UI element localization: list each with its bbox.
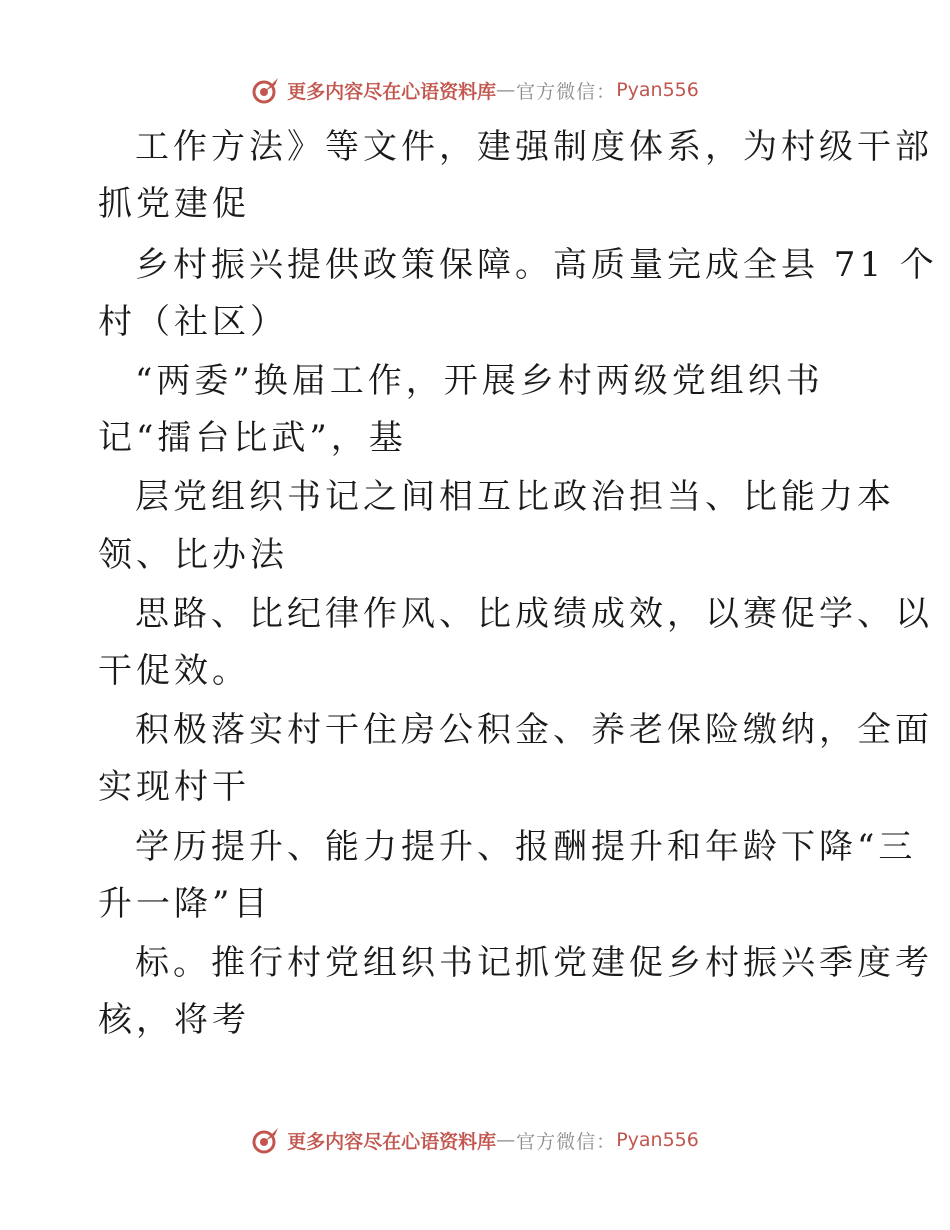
text-line: 记“擂台比武”，基 [98, 418, 407, 458]
text-line: 升一降”目 [98, 884, 272, 924]
text-line: 思路、比纪律作风、比成绩成效，以赛促学、以 [135, 594, 933, 634]
watermark-label: 官方微信： [516, 1130, 617, 1153]
header-watermark [0, 70, 950, 110]
text-line: 学历提升、能力提升、报酬提升和年龄下降“三 [135, 827, 917, 867]
text-line: “两委”换届工作，开展乡村两级党组织书 [135, 361, 824, 401]
watermark-dash: — [496, 1129, 517, 1151]
text-line: 乡村振兴提供政策保障。高质量完成全县 71 个 [135, 245, 938, 285]
text-line: 抓党建促 [98, 184, 250, 224]
quill-logo-icon [251, 75, 281, 105]
watermark-brand: 更多内容尽在心语资料库 [287, 80, 497, 103]
text-line: 核，将考 [98, 1000, 250, 1040]
text-line: 村（社区） [98, 302, 288, 342]
watermark-handle: Pyan556 [616, 1129, 699, 1151]
text-line: 干促效。 [98, 651, 250, 691]
text-line: 层党组织书记之间相互比政治担当、比能力本 [135, 477, 895, 517]
footer-watermark [0, 1120, 950, 1160]
text-line: 领、比办法 [98, 535, 288, 575]
text-line: 标。推行村党组织书记抓党建促乡村振兴季度考 [135, 943, 933, 983]
watermark-handle: Pyan556 [616, 79, 699, 101]
text-line: 积极落实村干住房公积金、养老保险缴纳，全面 [135, 710, 933, 750]
watermark-label: 官方微信： [516, 80, 617, 103]
watermark-dash: — [496, 79, 517, 101]
watermark-brand: 更多内容尽在心语资料库 [287, 1130, 497, 1153]
text-line: 工作方法》等文件，建强制度体系，为村级干部 [135, 127, 933, 167]
quill-logo-icon [251, 1125, 281, 1155]
text-line: 实现村干 [98, 767, 250, 807]
